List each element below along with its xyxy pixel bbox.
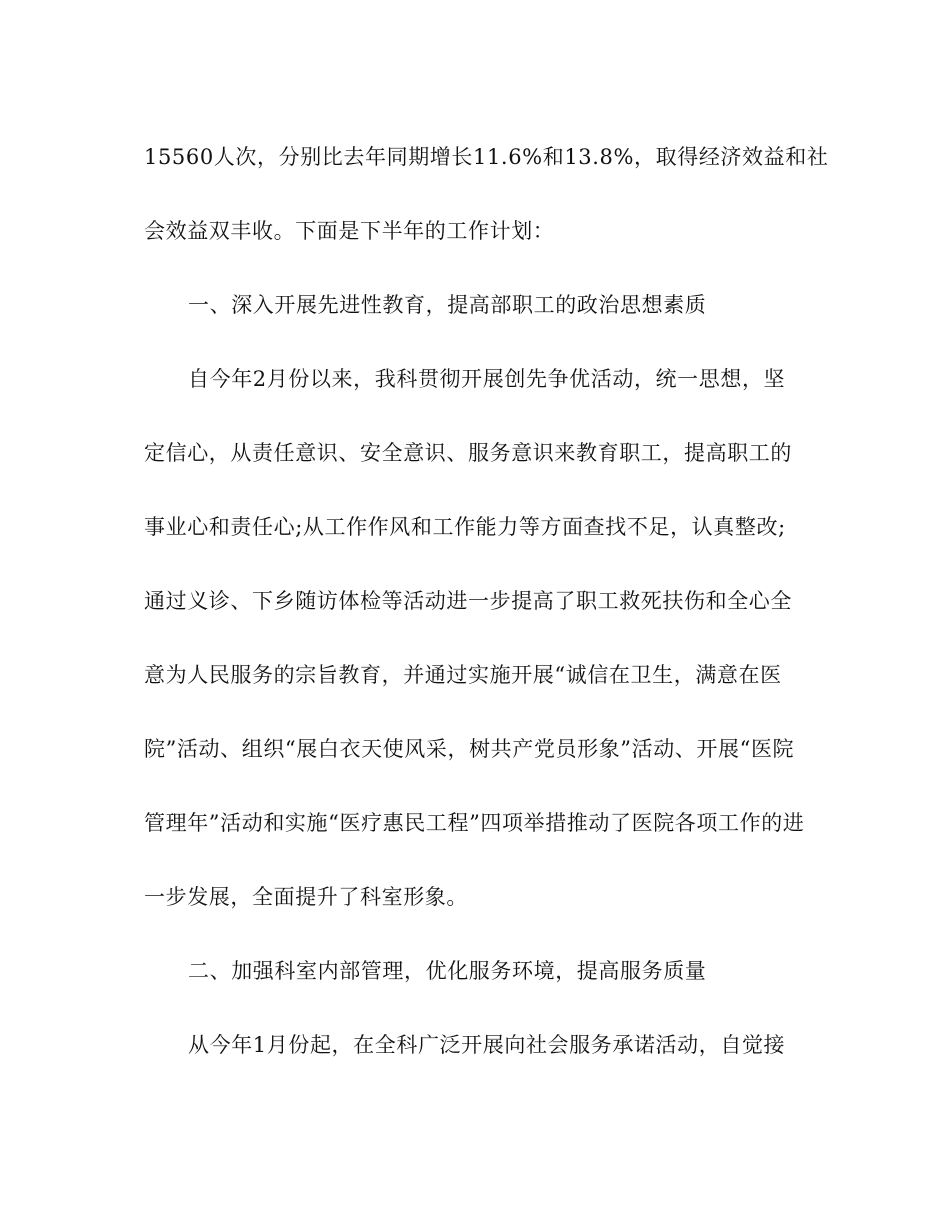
paragraph-start-line-2: 从今年1月份起，在全科广泛开展向社会服务承诺活动，自觉接 — [188, 1033, 786, 1057]
text-line-10: 管理年”活动和实施“医疗惠民工程”四项举措推动了医院各项工作的进 — [144, 811, 805, 835]
text-line-11: 一步发展，全面提升了科室形象。 — [144, 885, 468, 909]
text-line-8: 意为人民服务的宗旨教育，并通过实施开展“诚信在卫生，满意在医 — [144, 663, 782, 687]
text-line-7: 通过义诊、下乡随访体检等活动进一步提高了职工救死扶伤和全心全 — [144, 589, 792, 613]
text-line-6: 事业心和责任心;从工作作风和工作能力等方面查找不足，认真整改; — [144, 515, 786, 539]
text-line-2: 会效益双丰收。下面是下半年的工作计划： — [144, 219, 555, 243]
section-heading-1: 一、深入开展先进性教育，提高部职工的政治思想素质 — [188, 293, 707, 317]
text-line-9: 院”活动、组织“展白衣天使风采，树共产党员形象”活动、开展“医院 — [144, 737, 795, 761]
text-line-5: 定信心，从责任意识、安全意识、服务意识来教育职工，提高职工的 — [144, 441, 792, 465]
paragraph-start-line: 自今年2月份以来，我科贯彻开展创先争优活动，统一思想，坚 — [188, 367, 786, 391]
section-heading-2: 二、加强科室内部管理，优化服务环境，提高服务质量 — [188, 959, 707, 983]
text-line-1: 15560人次，分别比去年同期增长11.6%和13.8%，取得经济效益和社 — [144, 145, 829, 169]
